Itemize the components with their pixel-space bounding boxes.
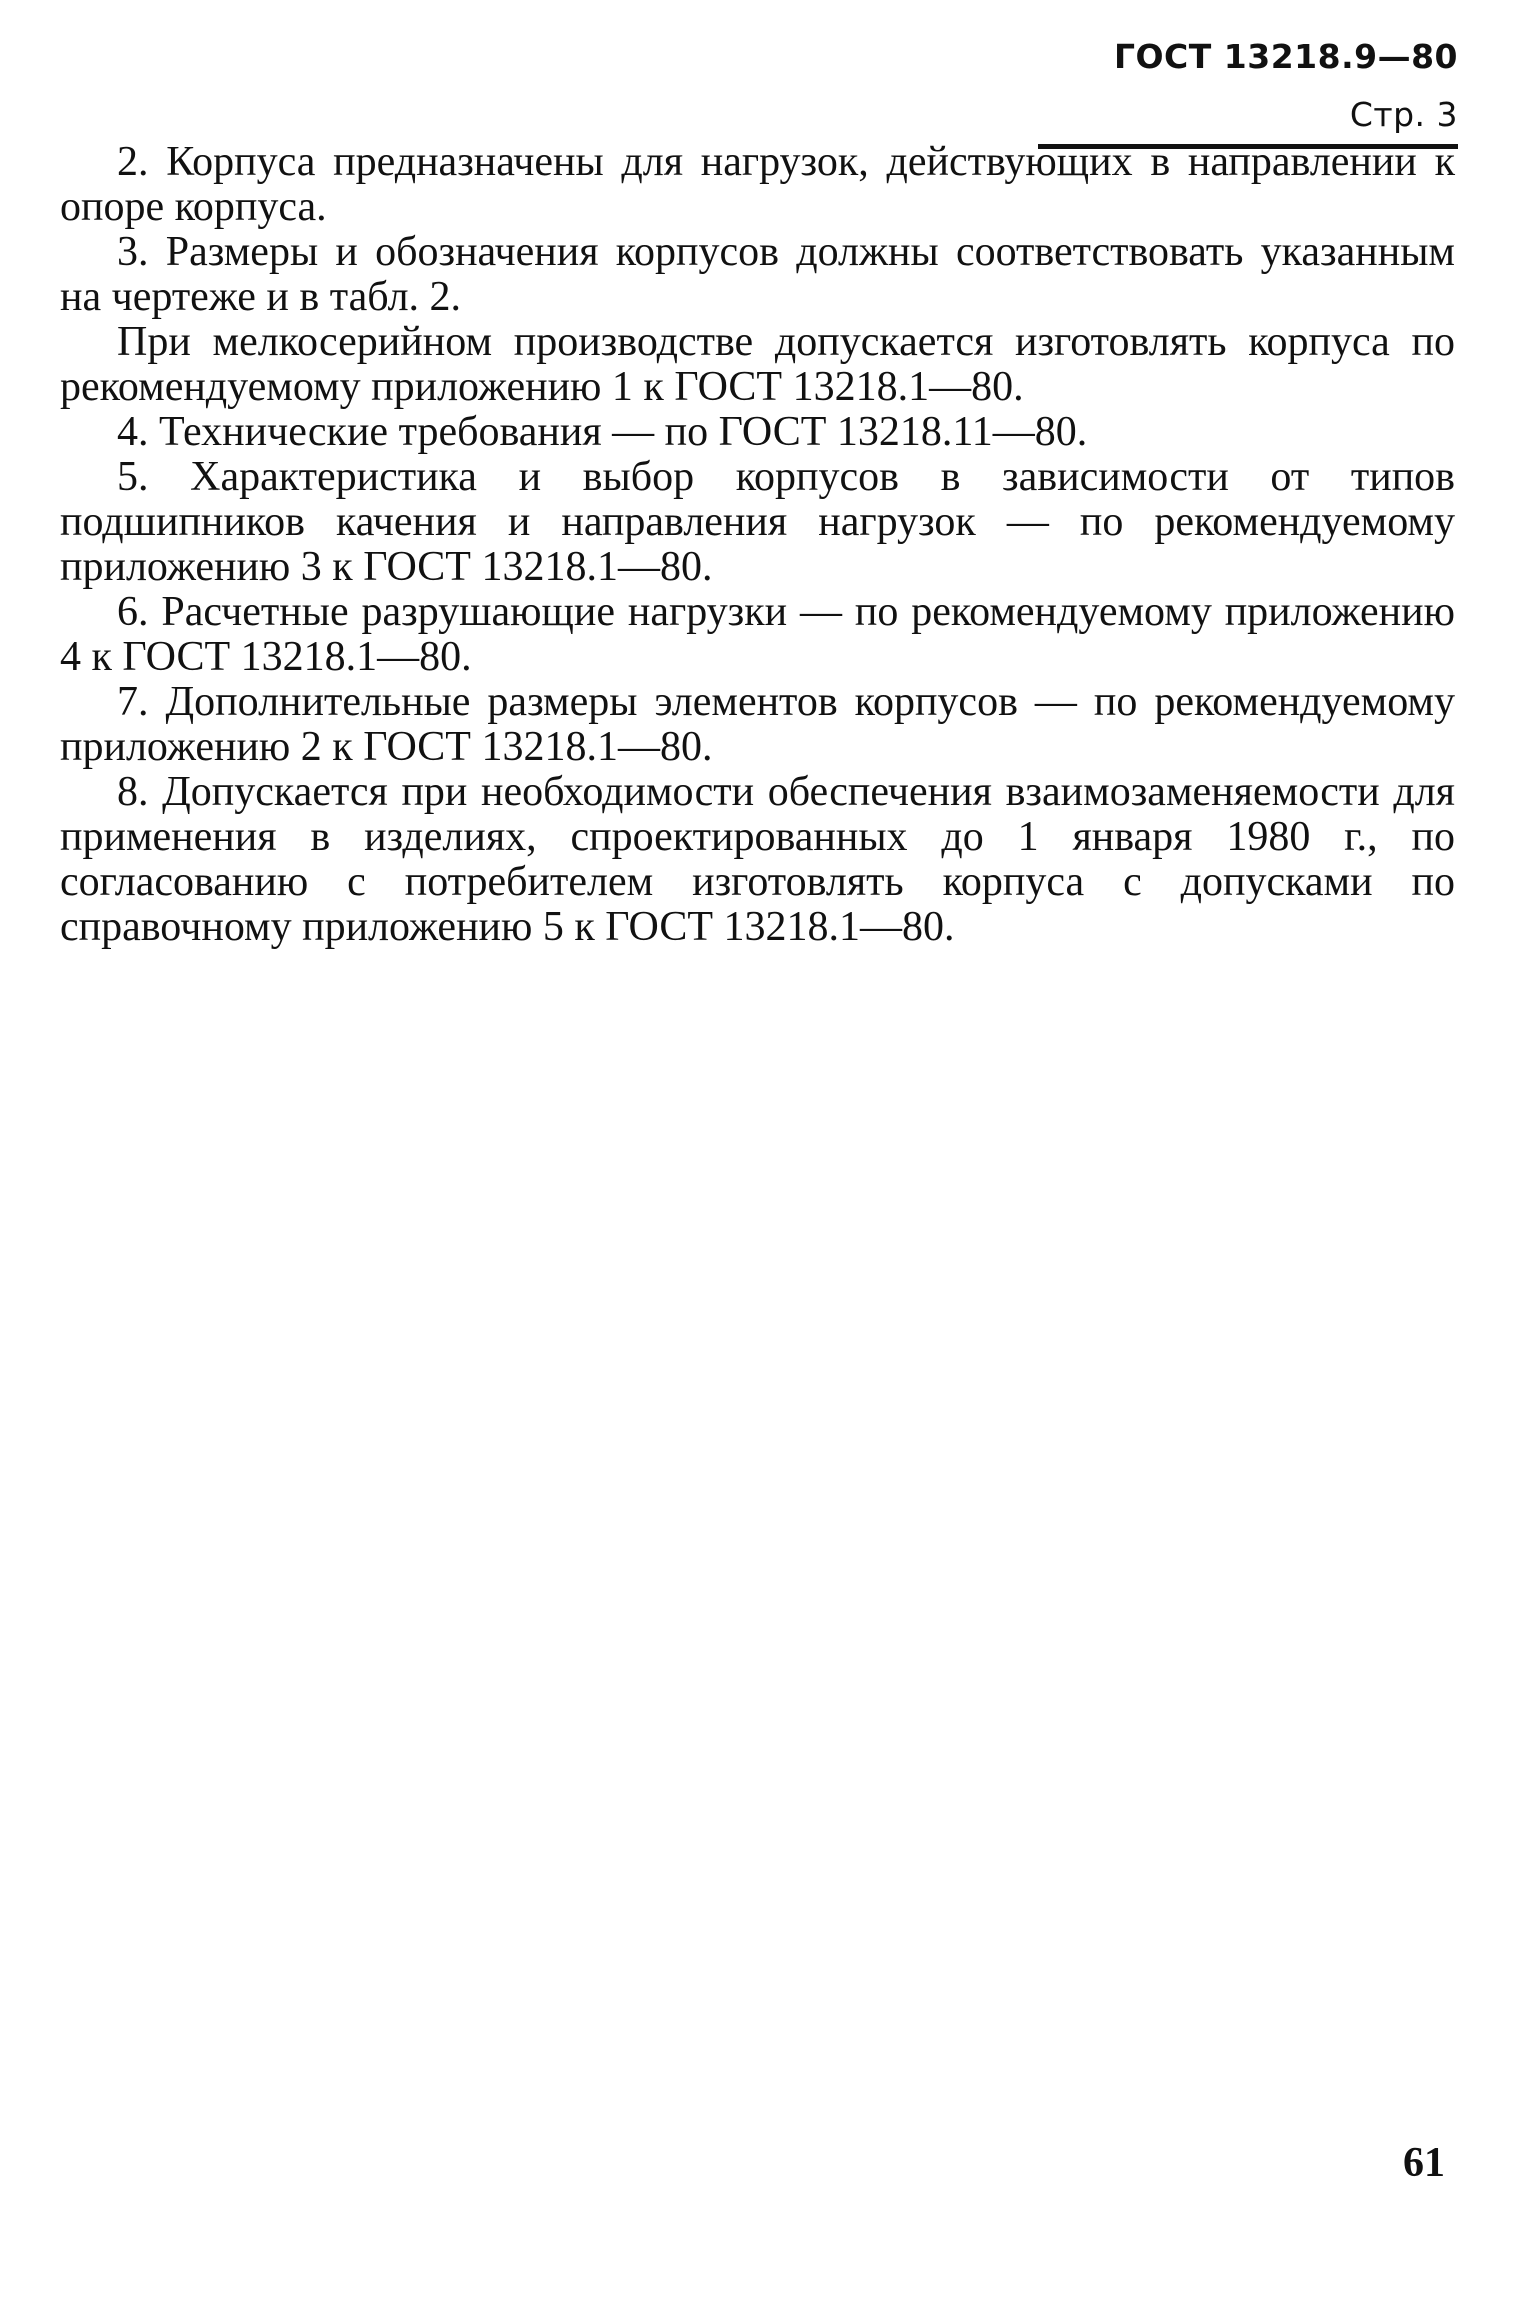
paragraph-clause-5: 5. Характеристика и выбор корпусов в зависимости от типов подшипников качения и направления нагрузок — по рекомендуемому приложению 3 к ГОСТ 13218.1—80. bbox=[60, 454, 1455, 590]
paragraph-clause-8: 8. Допускается при необходимости обеспечения взаимозаменяемости для применения в изделиях, спроектированных до 1 января 1980 г., по согласованию с потребителем изготовлять корпуса с допусками по справочному приложению 5 к ГОСТ 13218.1—80. bbox=[60, 769, 1455, 950]
body-text bbox=[60, 140, 1455, 950]
paragraph-clause-6: 6. Расчетные разрушающие нагрузки — по рекомендуемому приложению 4 к ГОСТ 13218.1—80. bbox=[60, 589, 1455, 680]
paragraph-clause-7: 7. Дополнительные размеры элементов корпусов — по рекомендуемому приложению 2 к ГОСТ 13218.1—80. bbox=[60, 679, 1455, 770]
document-code: ГОСТ 13218.9—80 bbox=[1113, 37, 1458, 76]
paragraph-small-batch-note: При мелкосерийном производстве допускается изготовлять корпуса по рекомендуемому приложению 1 к ГОСТ 13218.1—80. bbox=[60, 319, 1455, 410]
running-header bbox=[1038, 28, 1458, 149]
paragraph-clause-4: 4. Технические требования — по ГОСТ 13218.11—80. bbox=[117, 409, 1088, 455]
page-number: 61 bbox=[1403, 2140, 1445, 2186]
page-label: Стр. 3 bbox=[1349, 95, 1458, 134]
paragraph-clause-2: 2. Корпуса предназначены для нагрузок, действующих в направлении к опоре корпуса. bbox=[60, 139, 1455, 230]
paragraph-clause-3: 3. Размеры и обозначения корпусов должны соответствовать указанным на чертеже и в табл. 2. bbox=[60, 229, 1455, 320]
